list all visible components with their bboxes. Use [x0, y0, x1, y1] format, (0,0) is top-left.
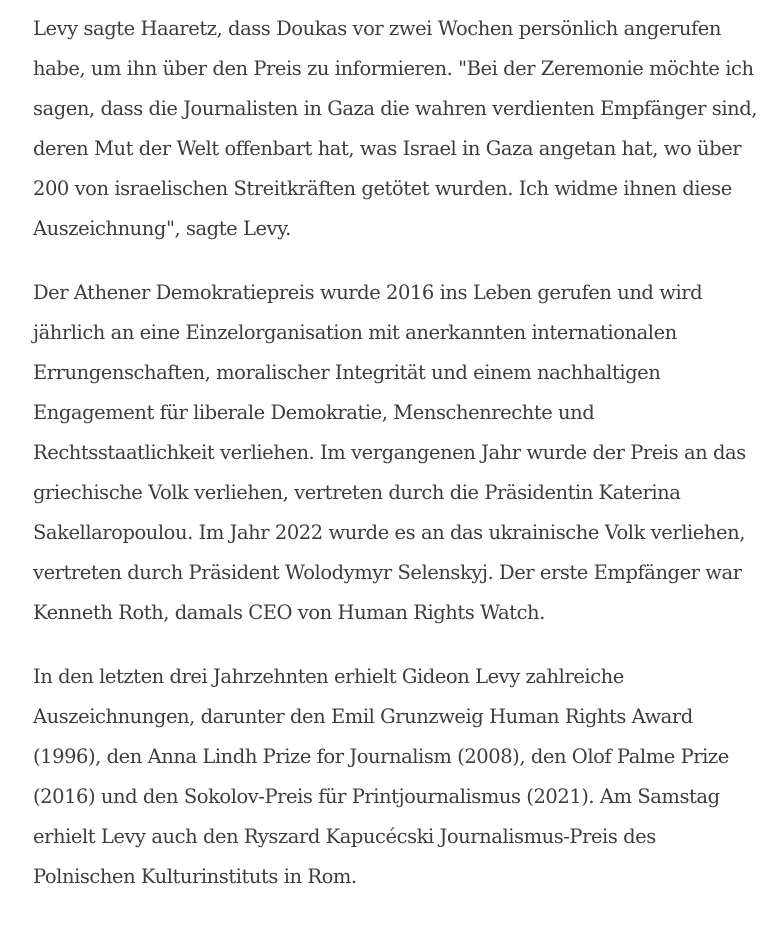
paragraph-levy-quote: Levy sagte Haaretz, dass Doukas vor zwei Wochen persönlich angerufen habe, um ihn über den Preis zu informieren. "Bei der Zeremonie möchte ich sagen, dass die Journalisten in Gaza die wahren verdienten Empfänger sind, deren Mut der Welt offenbart hat, was Israel in Gaza angetan hat, wo über 200 von israelischen Streitkräften getötet wurden. Ich widme ihnen diese Auszeichnung", sagte Levy. [33, 17, 758, 240]
paragraph-athens-democracy-award: Der Athener Demokratiepreis wurde 2016 ins Leben gerufen und wird jährlich an eine Einzelorganisation mit anerkannten internationalen Errungenschaften, moralischer Integrität und einem nachhaltigen Engagement für liberale Demokratie, Menschenrechte und Rechtsstaatlichkeit verliehen. Im vergangenen Jahr wurde der Preis an das griechische Volk verliehen, vertreten durch die Präsidentin Katerina Sakellaropoulou. Im Jahr 2022 wurde es an das ukrainische Volk verliehen, vertreten durch Präsident Wolodymyr Selenskyj. Der erste Empfänger war Kenneth Roth, damals CEO von Human Rights Watch. [33, 281, 746, 624]
paragraph-levy-awards: In den letzten drei Jahrzehnten erhielt Gideon Levy zahlreiche Auszeichnungen, darunter den Emil Grunzweig Human Rights Award (1996), den Anna Lindh Prize for Journalism (2008), den Olof Palme Prize (2016) und den Sokolov-Preis für Printjournalismus (2021). Am Samstag erhielt Levy auch den Ryszard Kapucécski Journalismus-Preis des Polnischen Kulturinstituts in Rom. [33, 665, 729, 888]
article-body [33, 9, 758, 897]
